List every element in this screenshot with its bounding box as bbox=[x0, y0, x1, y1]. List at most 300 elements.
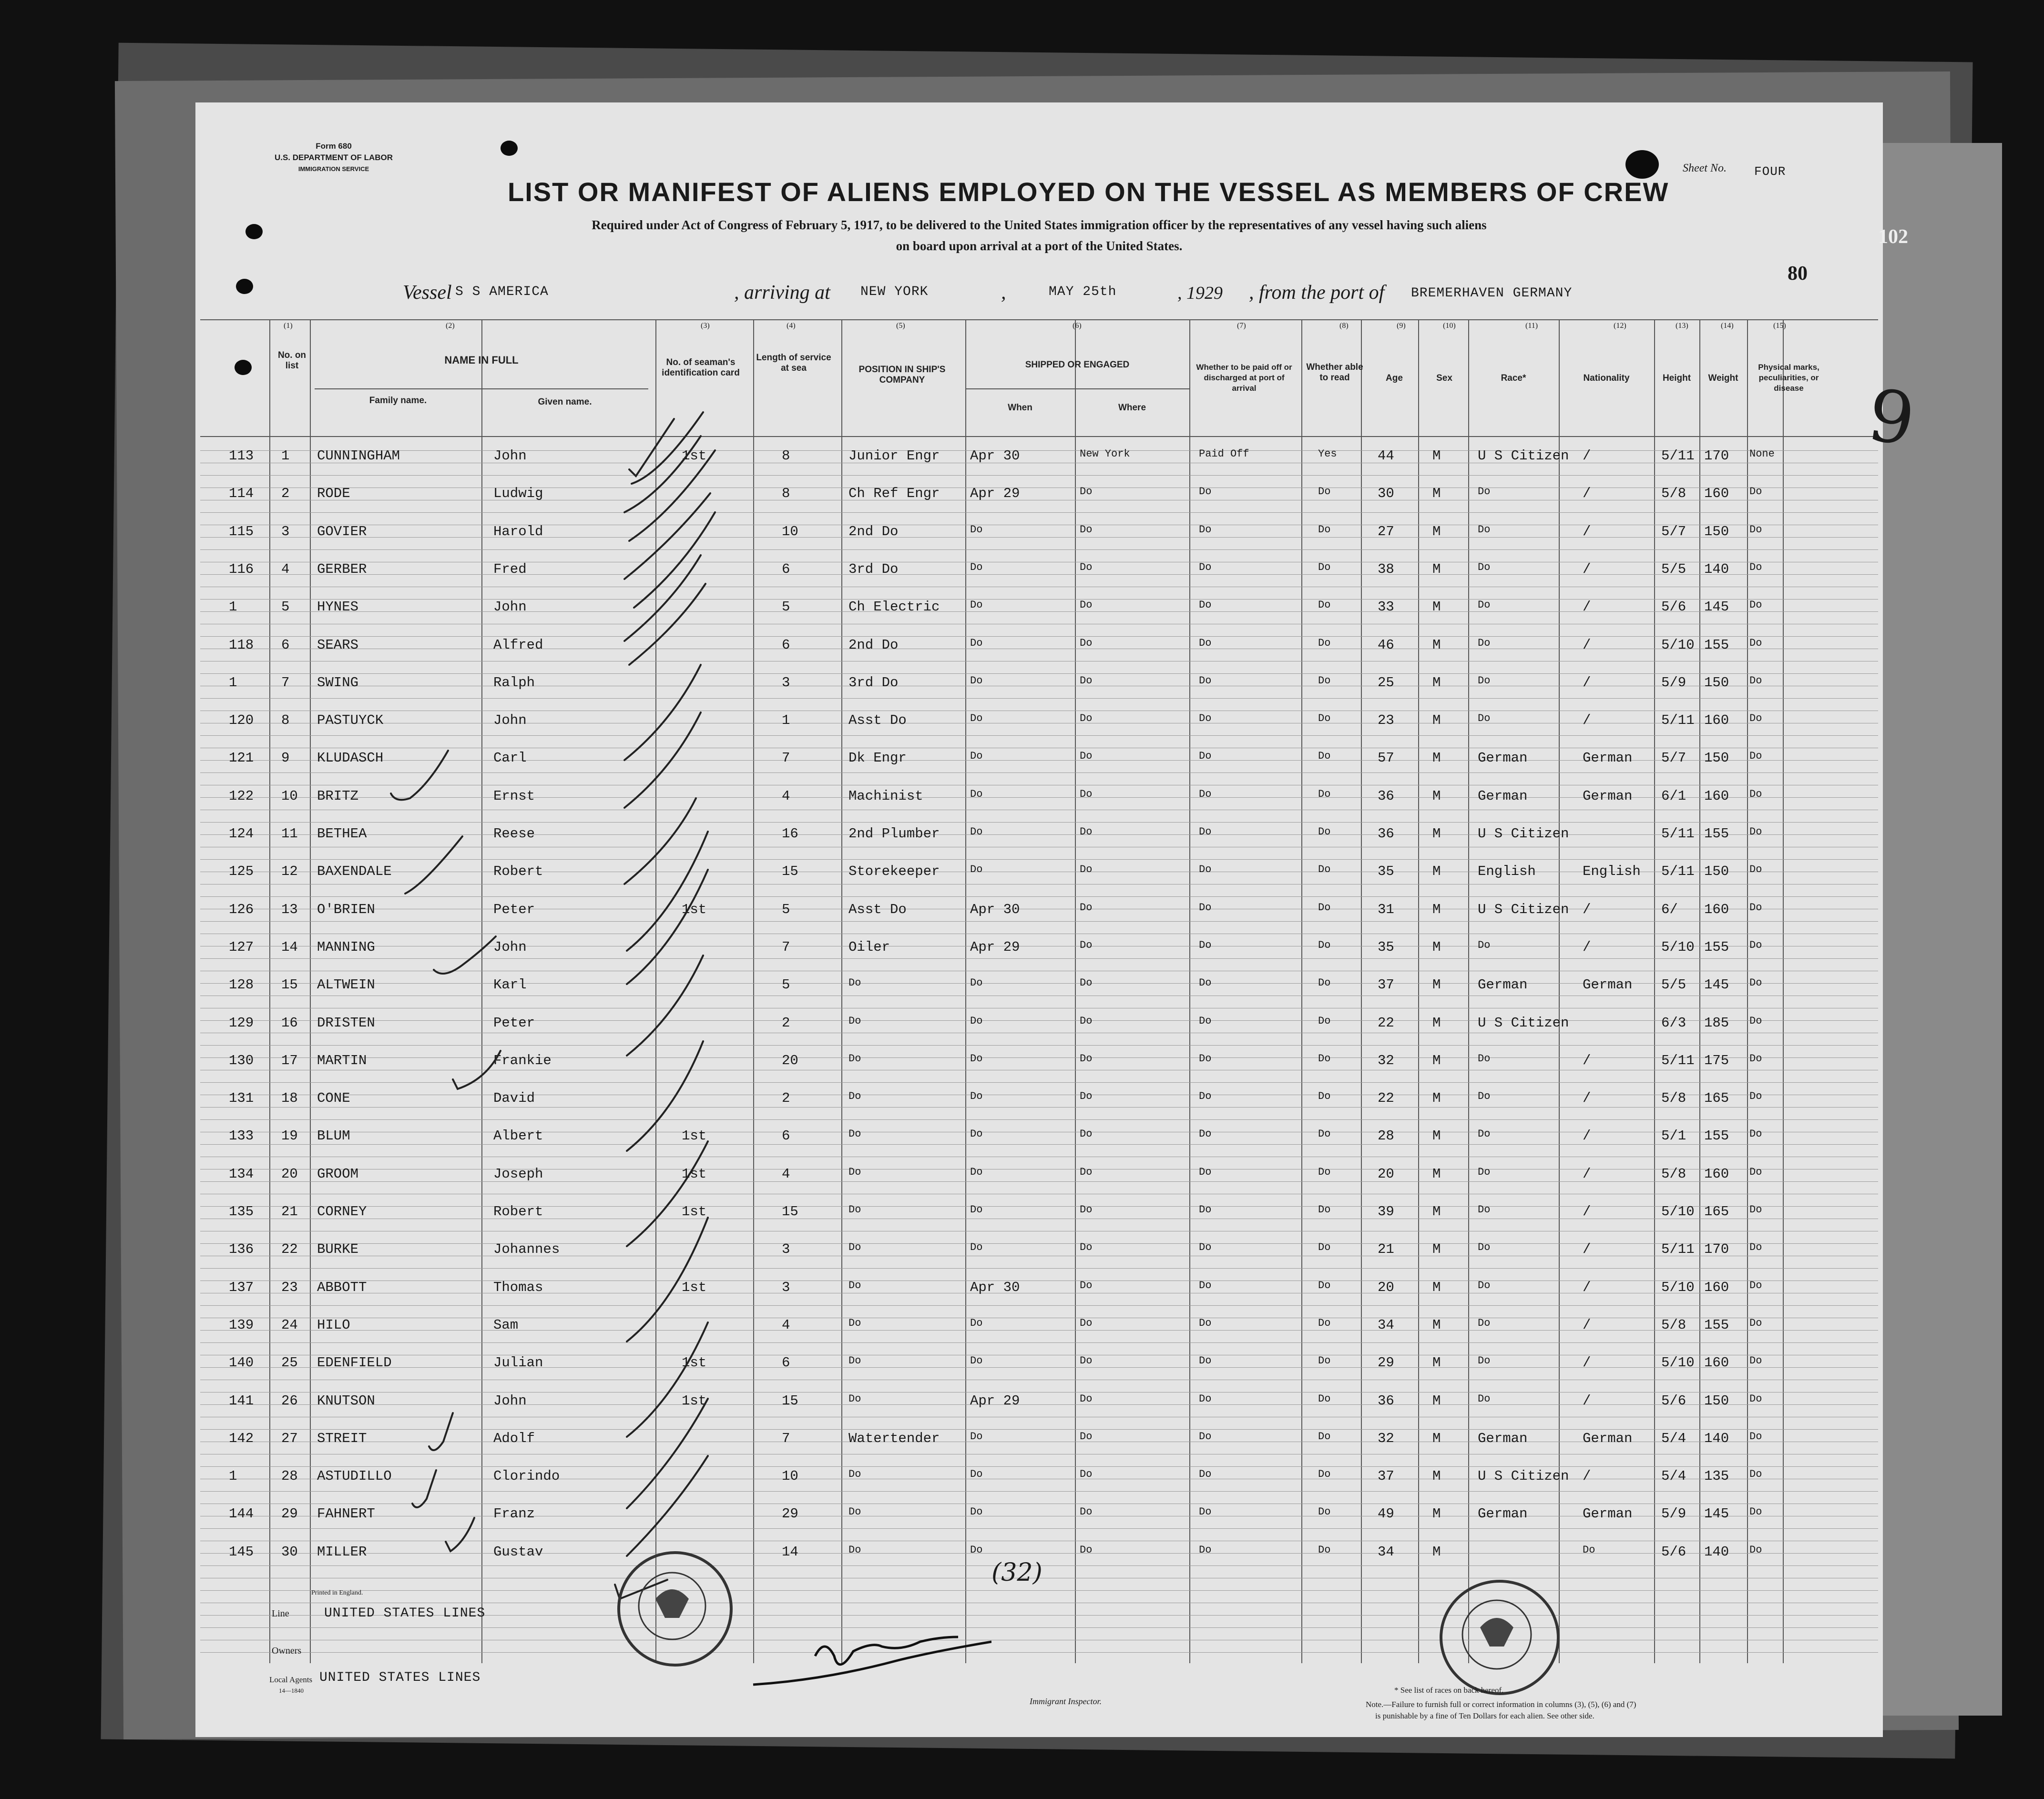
height: 5/6 bbox=[1661, 1393, 1686, 1409]
race: Do bbox=[1478, 1241, 1491, 1253]
consular-stamp-left bbox=[617, 1551, 733, 1667]
service-length: 29 bbox=[782, 1506, 798, 1522]
paid-off: Do bbox=[1199, 1166, 1212, 1178]
shipped-where: Do bbox=[1080, 1431, 1093, 1443]
height: 5/11 bbox=[1661, 864, 1695, 879]
race: Do bbox=[1478, 712, 1491, 724]
nationality: / bbox=[1583, 524, 1591, 539]
physical-marks: Do bbox=[1749, 561, 1762, 573]
row-seq: 124 bbox=[229, 826, 254, 842]
sex: M bbox=[1432, 637, 1441, 653]
family-name: EDENFIELD bbox=[317, 1355, 392, 1371]
paid-off: Do bbox=[1199, 788, 1212, 800]
row-number: 23 bbox=[281, 1280, 298, 1295]
row-number: 20 bbox=[281, 1166, 298, 1182]
sex: M bbox=[1432, 1506, 1441, 1522]
age: 32 bbox=[1378, 1053, 1394, 1068]
service-length: 6 bbox=[782, 1355, 790, 1371]
inspector-label: Immigrant Inspector. bbox=[1030, 1697, 1102, 1706]
able-to-read: Do bbox=[1318, 1280, 1331, 1291]
col-num: (2) bbox=[446, 322, 455, 330]
age: 34 bbox=[1378, 1317, 1394, 1333]
sex: M bbox=[1432, 561, 1441, 577]
position: 2nd Do bbox=[848, 637, 899, 653]
shipped-where: Do bbox=[1080, 1355, 1093, 1367]
paid-off: Do bbox=[1199, 1015, 1212, 1027]
sex: M bbox=[1432, 1204, 1441, 1220]
family-name: MILLER bbox=[317, 1544, 367, 1560]
col-num: (10) bbox=[1443, 322, 1456, 330]
age: 25 bbox=[1378, 675, 1394, 691]
paid-off: Do bbox=[1199, 977, 1212, 989]
height: 6/3 bbox=[1661, 1015, 1686, 1031]
service-length: 5 bbox=[782, 977, 790, 993]
family-name: CUNNINGHAM bbox=[317, 448, 400, 464]
service-length: 6 bbox=[782, 561, 790, 577]
weight: 155 bbox=[1704, 1128, 1729, 1144]
sex: M bbox=[1432, 1355, 1441, 1371]
height: 6/1 bbox=[1661, 788, 1686, 804]
physical-marks: Do bbox=[1749, 1204, 1762, 1216]
row-seq: 1 bbox=[229, 675, 237, 691]
from-label: , from the port of bbox=[1249, 282, 1385, 304]
paid-off: Do bbox=[1199, 637, 1212, 649]
given-name: Ernst bbox=[493, 788, 535, 804]
race: U S Citizen bbox=[1478, 1468, 1569, 1484]
vessel-name: S S AMERICA bbox=[455, 285, 549, 299]
family-name: MANNING bbox=[317, 939, 375, 955]
col-num: (5) bbox=[896, 322, 905, 330]
weight: 170 bbox=[1704, 448, 1729, 464]
given-name: Gustav bbox=[493, 1544, 543, 1560]
paid-off: Do bbox=[1199, 599, 1212, 611]
sheet-label: Sheet No. bbox=[1683, 162, 1727, 174]
height: 5/10 bbox=[1661, 637, 1695, 653]
position: Do bbox=[848, 1241, 861, 1253]
row-number: 13 bbox=[281, 902, 298, 917]
col-header-position: POSITION IN SHIP'S COMPANY bbox=[858, 365, 946, 385]
row-number: 22 bbox=[281, 1241, 298, 1257]
age: 22 bbox=[1378, 1015, 1394, 1031]
row-number: 17 bbox=[281, 1053, 298, 1068]
shipped-when: Do bbox=[970, 1317, 983, 1329]
able-to-read: Yes bbox=[1318, 448, 1337, 460]
id-card: 1st bbox=[682, 1393, 707, 1409]
position: Asst Do bbox=[848, 712, 907, 728]
family-name: BETHEA bbox=[317, 826, 367, 842]
race: Do bbox=[1478, 1090, 1491, 1102]
race: Do bbox=[1478, 599, 1491, 611]
nationality: / bbox=[1583, 637, 1591, 653]
height: 5/9 bbox=[1661, 1506, 1686, 1522]
col-num: (3) bbox=[701, 322, 710, 330]
nationality: German bbox=[1583, 977, 1633, 993]
shipped-when: Do bbox=[970, 977, 983, 989]
given-name: Alfred bbox=[493, 637, 543, 653]
physical-marks: Do bbox=[1749, 750, 1762, 762]
consular-stamp-right bbox=[1440, 1580, 1560, 1695]
age: 30 bbox=[1378, 486, 1394, 501]
sex: M bbox=[1432, 939, 1441, 955]
shipped-when: Do bbox=[970, 1241, 983, 1253]
physical-marks: Do bbox=[1749, 788, 1762, 800]
shipped-when: Do bbox=[970, 826, 983, 838]
height: 5/11 bbox=[1661, 712, 1695, 728]
row-number: 24 bbox=[281, 1317, 298, 1333]
shipped-when: Apr 30 bbox=[970, 902, 1020, 917]
service-length: 10 bbox=[782, 524, 798, 539]
nationality: German bbox=[1583, 788, 1633, 804]
shipped-when: Do bbox=[970, 637, 983, 649]
weight: 135 bbox=[1704, 1468, 1729, 1484]
paid-off: Do bbox=[1199, 1431, 1212, 1443]
col-num: (9) bbox=[1397, 322, 1406, 330]
race: Do bbox=[1478, 561, 1491, 573]
race: Do bbox=[1478, 524, 1491, 536]
shipped-where: Do bbox=[1080, 1053, 1093, 1065]
weight: 150 bbox=[1704, 675, 1729, 691]
physical-marks: Do bbox=[1749, 637, 1762, 649]
shipped-when: Do bbox=[970, 712, 983, 724]
position: Do bbox=[848, 1053, 861, 1065]
sheet-number: FOUR bbox=[1754, 164, 1786, 179]
service-length: 3 bbox=[782, 1241, 790, 1257]
sex: M bbox=[1432, 826, 1441, 842]
given-name: Peter bbox=[493, 902, 535, 917]
col-header-when: When bbox=[1008, 403, 1032, 413]
sex: M bbox=[1432, 712, 1441, 728]
arrival-port: NEW YORK bbox=[860, 285, 929, 299]
able-to-read: Do bbox=[1318, 561, 1331, 573]
physical-marks: Do bbox=[1749, 1090, 1762, 1102]
row-number: 9 bbox=[281, 750, 290, 766]
paid-off: Do bbox=[1199, 1053, 1212, 1065]
service-length: 16 bbox=[782, 826, 798, 842]
physical-marks: Do bbox=[1749, 826, 1762, 838]
row-number: 2 bbox=[281, 486, 290, 501]
position: 3rd Do bbox=[848, 561, 899, 577]
row-number: 30 bbox=[281, 1544, 298, 1560]
given-name: John bbox=[493, 939, 527, 955]
col-header-where: Where bbox=[1118, 403, 1146, 413]
height: 5/6 bbox=[1661, 1544, 1686, 1560]
height: 5/10 bbox=[1661, 939, 1695, 955]
height: 5/10 bbox=[1661, 1280, 1695, 1295]
family-name: MARTIN bbox=[317, 1053, 367, 1068]
shipped-when: Do bbox=[970, 1468, 983, 1480]
shipped-when: Do bbox=[970, 524, 983, 536]
arrival-date: MAY 25th bbox=[1049, 285, 1117, 299]
shipped-where: Do bbox=[1080, 712, 1093, 724]
family-name: CORNEY bbox=[317, 1204, 367, 1220]
sex: M bbox=[1432, 599, 1441, 615]
arrival-year: , 1929 bbox=[1177, 283, 1223, 303]
paid-off: Do bbox=[1199, 712, 1212, 724]
shipped-where: Do bbox=[1080, 1090, 1093, 1102]
able-to-read: Do bbox=[1318, 1128, 1331, 1140]
race: Do bbox=[1478, 1355, 1491, 1367]
paid-off: Do bbox=[1199, 1393, 1212, 1405]
sex: M bbox=[1432, 448, 1441, 464]
age: 23 bbox=[1378, 712, 1394, 728]
nationality: German bbox=[1583, 750, 1633, 766]
weight: 160 bbox=[1704, 788, 1729, 804]
nationality: / bbox=[1583, 1393, 1591, 1409]
age: 29 bbox=[1378, 1355, 1394, 1371]
row-number: 25 bbox=[281, 1355, 298, 1371]
sex: M bbox=[1432, 1431, 1441, 1446]
sex: M bbox=[1432, 977, 1441, 993]
sex: M bbox=[1432, 675, 1441, 691]
inspector-signature bbox=[744, 1627, 991, 1694]
given-name: Fred bbox=[493, 561, 527, 577]
able-to-read: Do bbox=[1318, 1053, 1331, 1065]
row-number: 10 bbox=[281, 788, 298, 804]
shipped-where: Do bbox=[1080, 1015, 1093, 1027]
service-length: 15 bbox=[782, 1393, 798, 1409]
sex: M bbox=[1432, 1280, 1441, 1295]
position: Do bbox=[848, 1090, 861, 1102]
height: 5/6 bbox=[1661, 599, 1686, 615]
sex: M bbox=[1432, 750, 1441, 766]
physical-marks: Do bbox=[1749, 1166, 1762, 1178]
row-number: 4 bbox=[281, 561, 290, 577]
sex: M bbox=[1432, 1468, 1441, 1484]
family-name: DRISTEN bbox=[317, 1015, 375, 1031]
height: 5/4 bbox=[1661, 1468, 1686, 1484]
col-header-read: Whether able to read bbox=[1306, 362, 1363, 383]
nationality: Do bbox=[1583, 1544, 1595, 1556]
weight: 140 bbox=[1704, 1431, 1729, 1446]
weight: 165 bbox=[1704, 1090, 1729, 1106]
col-num: (15) bbox=[1773, 322, 1786, 330]
family-name: GERBER bbox=[317, 561, 367, 577]
service-length: 2 bbox=[782, 1090, 790, 1106]
given-name: David bbox=[493, 1090, 535, 1106]
weight: 150 bbox=[1704, 1393, 1729, 1409]
row-number: 28 bbox=[281, 1468, 298, 1484]
eagle-seal-icon bbox=[617, 1551, 727, 1661]
race: Do bbox=[1478, 1204, 1491, 1216]
owners-label: Owners bbox=[272, 1646, 302, 1656]
physical-marks: Do bbox=[1749, 1241, 1762, 1253]
arriving-label: , arriving at bbox=[734, 282, 830, 304]
service-length: 6 bbox=[782, 1128, 790, 1144]
service-length: 3 bbox=[782, 675, 790, 691]
position: Asst Do bbox=[848, 902, 907, 917]
age: 37 bbox=[1378, 977, 1394, 993]
position: Do bbox=[848, 1128, 861, 1140]
able-to-read: Do bbox=[1318, 750, 1331, 762]
row-seq: 116 bbox=[229, 561, 254, 577]
service-length: 8 bbox=[782, 448, 790, 464]
race: German bbox=[1478, 1431, 1528, 1446]
id-card: 1st bbox=[682, 448, 707, 464]
shipped-when: Do bbox=[970, 788, 983, 800]
age: 36 bbox=[1378, 826, 1394, 842]
able-to-read: Do bbox=[1318, 1166, 1331, 1178]
sex: M bbox=[1432, 1393, 1441, 1409]
physical-marks: Do bbox=[1749, 1544, 1762, 1556]
height: 5/7 bbox=[1661, 524, 1686, 539]
shipped-when: Do bbox=[970, 1015, 983, 1027]
service-length: 3 bbox=[782, 1280, 790, 1295]
row-seq: 1 bbox=[229, 599, 237, 615]
race: Do bbox=[1478, 1053, 1491, 1065]
age: 44 bbox=[1378, 448, 1394, 464]
race: Do bbox=[1478, 486, 1491, 498]
given-name: Thomas bbox=[493, 1280, 543, 1295]
row-seq: 137 bbox=[229, 1280, 254, 1295]
shipped-where: Do bbox=[1080, 750, 1093, 762]
physical-marks: Do bbox=[1749, 1355, 1762, 1367]
row-seq: 125 bbox=[229, 864, 254, 879]
shipped-when: Do bbox=[970, 1355, 983, 1367]
paid-off: Do bbox=[1199, 902, 1212, 914]
paid-off: Do bbox=[1199, 675, 1212, 687]
age: 32 bbox=[1378, 1431, 1394, 1446]
weight: 150 bbox=[1704, 524, 1729, 539]
nationality: / bbox=[1583, 1053, 1591, 1068]
position: Do bbox=[848, 1544, 861, 1556]
total-count: (32) bbox=[991, 1558, 1042, 1587]
race: German bbox=[1478, 750, 1528, 766]
able-to-read: Do bbox=[1318, 864, 1331, 875]
line-value: UNITED STATES LINES bbox=[324, 1606, 486, 1621]
able-to-read: Do bbox=[1318, 902, 1331, 914]
row-number: 7 bbox=[281, 675, 290, 691]
race: Do bbox=[1478, 637, 1491, 649]
height: 5/8 bbox=[1661, 1317, 1686, 1333]
shipped-where: Do bbox=[1080, 1468, 1093, 1480]
position: 2nd Do bbox=[848, 524, 899, 539]
row-seq: 135 bbox=[229, 1204, 254, 1220]
page-number: 102 bbox=[1878, 226, 1908, 248]
shipped-where: Do bbox=[1080, 826, 1093, 838]
able-to-read: Do bbox=[1318, 788, 1331, 800]
service-length: 15 bbox=[782, 864, 798, 879]
sex: M bbox=[1432, 1053, 1441, 1068]
col-header-family: Family name. bbox=[369, 396, 427, 406]
weight: 185 bbox=[1704, 1015, 1729, 1031]
able-to-read: Do bbox=[1318, 977, 1331, 989]
height: 5/8 bbox=[1661, 486, 1686, 501]
able-to-read: Do bbox=[1318, 712, 1331, 724]
able-to-read: Do bbox=[1318, 1317, 1331, 1329]
row-seq: 120 bbox=[229, 712, 254, 728]
height: 5/8 bbox=[1661, 1166, 1686, 1182]
weight: 150 bbox=[1704, 864, 1729, 879]
family-name: CONE bbox=[317, 1090, 350, 1106]
col-num: (8) bbox=[1339, 322, 1349, 330]
shipped-where: Do bbox=[1080, 902, 1093, 914]
able-to-read: Do bbox=[1318, 1355, 1331, 1367]
row-number: 3 bbox=[281, 524, 290, 539]
col-num: (11) bbox=[1525, 322, 1538, 330]
row-seq: 118 bbox=[229, 637, 254, 653]
service-length: 7 bbox=[782, 750, 790, 766]
age: 22 bbox=[1378, 1090, 1394, 1106]
service-length: 4 bbox=[782, 788, 790, 804]
service-length: 10 bbox=[782, 1468, 798, 1484]
race: U S Citizen bbox=[1478, 826, 1569, 842]
form-number: Form 680 bbox=[316, 142, 352, 151]
service: IMMIGRATION SERVICE bbox=[298, 165, 369, 173]
col-header-no: No. on list bbox=[277, 350, 307, 371]
family-name: GROOM bbox=[317, 1166, 359, 1182]
sex: M bbox=[1432, 524, 1441, 539]
row-number: 27 bbox=[281, 1431, 298, 1446]
paid-off: Do bbox=[1199, 1355, 1212, 1367]
able-to-read: Do bbox=[1318, 1393, 1331, 1405]
row-number: 26 bbox=[281, 1393, 298, 1409]
agents-value: UNITED STATES LINES bbox=[319, 1670, 481, 1685]
page-title: LIST OR MANIFEST OF ALIENS EMPLOYED ON THE VESSEL AS MEMBERS OF CREW bbox=[508, 177, 1669, 207]
sex: M bbox=[1432, 902, 1441, 917]
col-header-height: Height bbox=[1662, 373, 1691, 383]
height: 5/10 bbox=[1661, 1355, 1695, 1371]
physical-marks: Do bbox=[1749, 599, 1762, 611]
position: Do bbox=[848, 1166, 861, 1178]
given-name: Reese bbox=[493, 826, 535, 842]
col-header-service: Length of service at sea bbox=[756, 353, 831, 373]
race: U S Citizen bbox=[1478, 448, 1569, 464]
row-seq: 121 bbox=[229, 750, 254, 766]
id-card: 1st bbox=[682, 1355, 707, 1371]
given-name: Robert bbox=[493, 1204, 543, 1220]
height: 5/11 bbox=[1661, 448, 1695, 464]
able-to-read: Do bbox=[1318, 1015, 1331, 1027]
physical-marks: Do bbox=[1749, 1053, 1762, 1065]
race: Do bbox=[1478, 939, 1491, 951]
position: 3rd Do bbox=[848, 675, 899, 691]
shipped-where: Do bbox=[1080, 486, 1093, 498]
family-name: BAXENDALE bbox=[317, 864, 392, 879]
col-num: (14) bbox=[1721, 322, 1734, 330]
family-name: STREIT bbox=[317, 1431, 367, 1446]
age: 36 bbox=[1378, 788, 1394, 804]
able-to-read: Do bbox=[1318, 1241, 1331, 1253]
shipped-where: New York bbox=[1080, 448, 1130, 460]
given-name: Albert bbox=[493, 1128, 543, 1144]
row-seq: 133 bbox=[229, 1128, 254, 1144]
shipped-when: Do bbox=[970, 599, 983, 611]
weight: 160 bbox=[1704, 712, 1729, 728]
age: 28 bbox=[1378, 1128, 1394, 1144]
age: 20 bbox=[1378, 1166, 1394, 1182]
physical-marks: Do bbox=[1749, 486, 1762, 498]
age: 57 bbox=[1378, 750, 1394, 766]
physical-marks: Do bbox=[1749, 1431, 1762, 1443]
shipped-where: Do bbox=[1080, 599, 1093, 611]
col-header-nationality: Nationality bbox=[1583, 373, 1630, 383]
family-name: HYNES bbox=[317, 599, 359, 615]
vessel-label: Vessel bbox=[403, 282, 452, 304]
age: 49 bbox=[1378, 1506, 1394, 1522]
col-header-marks: Physical marks, peculiarities, or disease bbox=[1758, 363, 1819, 393]
row-number: 14 bbox=[281, 939, 298, 955]
shipped-where: Do bbox=[1080, 864, 1093, 875]
age: 31 bbox=[1378, 902, 1394, 917]
age: 34 bbox=[1378, 1544, 1394, 1560]
nationality: / bbox=[1583, 599, 1591, 615]
height: 5/5 bbox=[1661, 561, 1686, 577]
shipped-where: Do bbox=[1080, 788, 1093, 800]
id-card: 1st bbox=[682, 1166, 707, 1182]
shipped-when: Do bbox=[970, 1053, 983, 1065]
position: Do bbox=[848, 1468, 861, 1480]
race: German bbox=[1478, 788, 1528, 804]
